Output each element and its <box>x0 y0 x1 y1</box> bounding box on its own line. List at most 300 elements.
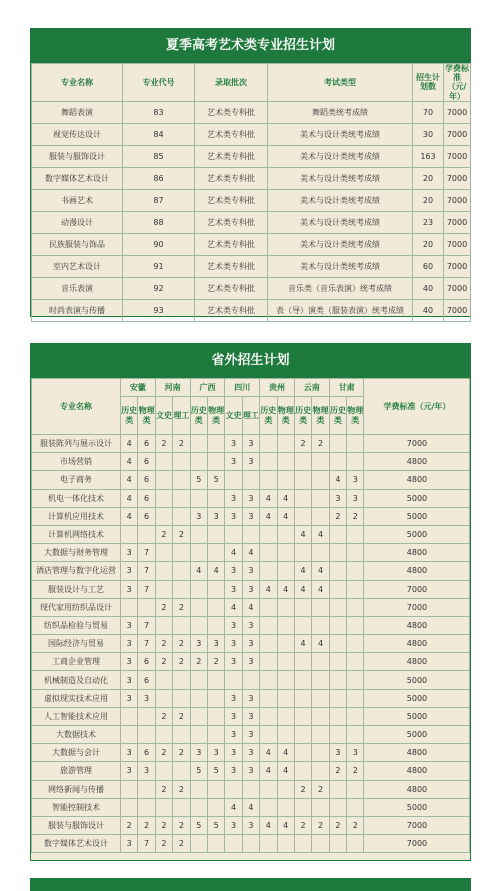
table-cell: 7 <box>138 580 155 598</box>
table-cell <box>312 507 329 525</box>
table-cell <box>260 726 277 744</box>
table-cell: 民族服装与饰品 <box>32 233 123 255</box>
table-cell <box>329 835 346 853</box>
table-cell <box>190 616 207 634</box>
table-cell <box>121 780 138 798</box>
table-row <box>32 671 470 689</box>
table-cell: 美术与设计类统考成绩 <box>268 145 413 167</box>
table-cell: 2 <box>294 435 311 453</box>
table-cell <box>260 835 277 853</box>
table-cell: 7000 <box>444 123 471 145</box>
table-cell: 3 <box>242 816 259 834</box>
table-cell <box>190 835 207 853</box>
table-cell <box>190 707 207 725</box>
table-cell <box>173 798 190 816</box>
table-cell <box>155 580 172 598</box>
table-cell: 2 <box>312 780 329 798</box>
header-row <box>32 64 471 102</box>
table-cell <box>294 762 311 780</box>
table-cell: 85 <box>123 145 195 167</box>
table-cell: 2 <box>173 816 190 834</box>
table-cell <box>242 525 259 543</box>
table-cell <box>260 525 277 543</box>
table-cell <box>312 671 329 689</box>
table-cell: 86 <box>123 167 195 189</box>
table-cell: 4800 <box>364 653 470 671</box>
table-row <box>32 816 470 834</box>
table-cell: 3 <box>225 707 242 725</box>
table-cell: 3 <box>242 635 259 653</box>
subcolumn-header: 历史类 <box>294 397 311 435</box>
table-cell: 6 <box>138 507 155 525</box>
table-row <box>32 744 470 762</box>
table-cell: 3 <box>242 616 259 634</box>
table-cell: 4 <box>260 489 277 507</box>
table-row <box>32 233 471 255</box>
table-row <box>32 101 471 123</box>
table-cell: 4 <box>260 580 277 598</box>
table-cell: 舞蹈类统考成绩 <box>268 101 413 123</box>
table-cell <box>312 689 329 707</box>
table-cell <box>207 835 224 853</box>
table-cell <box>329 598 346 616</box>
table-cell: 2 <box>173 707 190 725</box>
table-cell <box>225 471 242 489</box>
table-cell: 2 <box>347 816 364 834</box>
table-cell <box>242 671 259 689</box>
table-cell: 4 <box>277 816 294 834</box>
subcolumn-header: 历史类 <box>190 397 207 435</box>
table-row <box>32 525 470 543</box>
table-cell <box>260 707 277 725</box>
table-cell: 3 <box>329 489 346 507</box>
table-cell: 4 <box>277 762 294 780</box>
province-header: 四川 <box>225 379 260 397</box>
table-cell: 7000 <box>364 816 470 834</box>
table-cell <box>347 653 364 671</box>
table-cell: 艺术类专科批 <box>195 123 268 145</box>
table-cell: 4800 <box>364 562 470 580</box>
table-cell: 5 <box>190 471 207 489</box>
table-cell: 2 <box>155 780 172 798</box>
table-cell <box>260 471 277 489</box>
table-cell: 91 <box>123 255 195 277</box>
table-cell: 40 <box>413 277 444 299</box>
table-cell <box>329 635 346 653</box>
table-cell: 3 <box>225 744 242 762</box>
table-cell <box>190 489 207 507</box>
table-cell: 4 <box>207 562 224 580</box>
table-cell: 3 <box>121 762 138 780</box>
table-cell: 4800 <box>364 544 470 562</box>
table-cell: 音乐表演 <box>32 277 123 299</box>
table-cell <box>312 653 329 671</box>
table-cell: 5000 <box>364 489 470 507</box>
table-cell <box>121 525 138 543</box>
table-cell <box>207 707 224 725</box>
table-row <box>32 726 470 744</box>
column-header: 专业代号 <box>123 64 195 102</box>
table-cell: 4 <box>329 471 346 489</box>
table-cell: 3 <box>121 671 138 689</box>
table-row <box>32 255 471 277</box>
table-cell: 美术与设计类统考成绩 <box>268 211 413 233</box>
table-cell <box>242 835 259 853</box>
table-cell: 83 <box>123 101 195 123</box>
table-cell: 5000 <box>364 507 470 525</box>
table-cell: 3 <box>242 489 259 507</box>
table-cell <box>225 780 242 798</box>
province-header: 甘肃 <box>329 379 364 397</box>
table-cell <box>173 453 190 471</box>
table-cell: 艺术类专科批 <box>195 145 268 167</box>
table-cell: 4 <box>312 580 329 598</box>
table-cell: 3 <box>121 635 138 653</box>
table-row <box>32 489 470 507</box>
table-cell: 2 <box>294 780 311 798</box>
table-cell <box>277 798 294 816</box>
table-cell <box>312 489 329 507</box>
table-cell: 艺术类专科批 <box>195 189 268 211</box>
table-cell: 60 <box>413 255 444 277</box>
table-cell <box>277 562 294 580</box>
table-cell <box>207 671 224 689</box>
table-cell: 88 <box>123 211 195 233</box>
table-cell: 7 <box>138 835 155 853</box>
table-cell: 艺术类专科批 <box>195 255 268 277</box>
table-cell <box>155 544 172 562</box>
province-header: 贵州 <box>260 379 295 397</box>
table-row <box>32 562 470 580</box>
table-cell: 2 <box>173 780 190 798</box>
table-cell: 酒店管理与数字化运营 <box>32 562 121 580</box>
table-cell: 美术与设计类统考成绩 <box>268 233 413 255</box>
table-cell <box>347 798 364 816</box>
table-cell <box>225 525 242 543</box>
table-cell: 4 <box>312 635 329 653</box>
table-cell: 6 <box>138 489 155 507</box>
table-cell: 4 <box>277 489 294 507</box>
subcolumn-header: 物理类 <box>207 397 224 435</box>
table-cell: 纺织品检验与贸易 <box>32 616 121 634</box>
table-cell: 4 <box>277 744 294 762</box>
table-cell: 7000 <box>444 145 471 167</box>
table-row <box>32 835 470 853</box>
table-cell <box>138 598 155 616</box>
table-cell <box>173 671 190 689</box>
table-cell: 美术与设计类统考成绩 <box>268 167 413 189</box>
table-cell <box>294 798 311 816</box>
table-cell <box>190 780 207 798</box>
table-cell: 4800 <box>364 616 470 634</box>
table-cell: 6 <box>138 653 155 671</box>
table-cell <box>173 580 190 598</box>
table-cell: 2 <box>155 435 172 453</box>
table-cell: 4800 <box>364 453 470 471</box>
table-cell <box>329 798 346 816</box>
table-cell: 数字媒体艺术设计 <box>32 835 121 853</box>
table-cell <box>277 544 294 562</box>
table-cell: 4800 <box>364 762 470 780</box>
table-cell: 2 <box>347 507 364 525</box>
table-cell: 2 <box>294 816 311 834</box>
table-cell: 3 <box>242 580 259 598</box>
table-row <box>32 211 471 233</box>
table-cell <box>121 598 138 616</box>
table-cell <box>190 544 207 562</box>
table-cell: 2 <box>329 507 346 525</box>
table-cell <box>277 635 294 653</box>
table-cell: 4 <box>260 762 277 780</box>
table-cell <box>155 762 172 780</box>
table-cell: 3 <box>242 453 259 471</box>
table-cell: 市场营销 <box>32 453 121 471</box>
table-cell: 84 <box>123 123 195 145</box>
table-cell: 6 <box>138 453 155 471</box>
table-row <box>32 123 471 145</box>
table-cell <box>260 671 277 689</box>
subcolumn-header: 物理类 <box>138 397 155 435</box>
subcolumn-header: 理工 <box>242 397 259 435</box>
table-cell: 服装与服饰设计 <box>32 145 123 167</box>
table-cell: 大数据技术 <box>32 726 121 744</box>
table-cell <box>347 562 364 580</box>
table-cell <box>347 525 364 543</box>
table-cell <box>207 798 224 816</box>
table-cell: 3 <box>190 744 207 762</box>
table-cell: 机械制造及自动化 <box>32 671 121 689</box>
table-cell <box>312 726 329 744</box>
table-cell: 4 <box>121 507 138 525</box>
table-cell <box>347 453 364 471</box>
table-cell: 工商企业管理 <box>32 653 121 671</box>
table-cell: 5 <box>190 816 207 834</box>
table-cell <box>260 635 277 653</box>
table-cell: 时尚表演与传播 <box>32 299 123 321</box>
table-cell: 3 <box>242 653 259 671</box>
table-cell: 3 <box>225 616 242 634</box>
subcolumn-header: 文史 <box>155 397 172 435</box>
table-cell: 4 <box>225 598 242 616</box>
table-cell: 3 <box>242 707 259 725</box>
table-cell: 4 <box>294 525 311 543</box>
table-cell: 3 <box>329 744 346 762</box>
table-cell <box>294 453 311 471</box>
table-cell <box>347 671 364 689</box>
table-cell <box>294 707 311 725</box>
table-cell <box>190 525 207 543</box>
table-cell: 7000 <box>444 255 471 277</box>
table-cell: 3 <box>207 635 224 653</box>
table-cell: 4 <box>121 435 138 453</box>
table-cell: 大数据与会计 <box>32 744 121 762</box>
table-cell <box>207 726 224 744</box>
table-cell <box>294 544 311 562</box>
table-cell: 网络新闻与传播 <box>32 780 121 798</box>
table-cell: 人工智能技术应用 <box>32 707 121 725</box>
table-cell <box>207 780 224 798</box>
table-cell <box>207 435 224 453</box>
table-row <box>32 653 470 671</box>
table-cell <box>190 726 207 744</box>
table-cell <box>329 616 346 634</box>
table-cell <box>329 453 346 471</box>
table-cell: 90 <box>123 233 195 255</box>
table-cell: 93 <box>123 299 195 321</box>
table-cell: 7000 <box>444 211 471 233</box>
column-header: 录取批次 <box>195 64 268 102</box>
table-cell <box>294 653 311 671</box>
table-cell <box>260 653 277 671</box>
table-cell <box>312 544 329 562</box>
table-cell: 7000 <box>444 299 471 321</box>
table-cell <box>225 835 242 853</box>
table-cell: 3 <box>242 507 259 525</box>
table-cell <box>207 544 224 562</box>
table-cell: 4 <box>121 453 138 471</box>
table-cell <box>121 798 138 816</box>
table-cell: 3 <box>225 489 242 507</box>
table-cell: 2 <box>138 816 155 834</box>
table-cell: 5000 <box>364 525 470 543</box>
table-cell: 7 <box>138 635 155 653</box>
table-row <box>32 277 471 299</box>
table-cell: 3 <box>121 616 138 634</box>
table-cell <box>155 562 172 580</box>
table-cell <box>277 780 294 798</box>
table-cell: 3 <box>242 562 259 580</box>
table-cell: 3 <box>242 726 259 744</box>
table-cell: 70 <box>413 101 444 123</box>
table-cell <box>260 798 277 816</box>
table-cell <box>312 453 329 471</box>
table-cell <box>190 598 207 616</box>
table-cell: 艺术类专科批 <box>195 277 268 299</box>
province-header: 安徽 <box>121 379 156 397</box>
table-cell <box>277 671 294 689</box>
table-cell: 2 <box>155 653 172 671</box>
table-cell: 表（导）演类（服装表演）统考成绩 <box>268 299 413 321</box>
table-cell: 2 <box>173 653 190 671</box>
table-cell: 美术与设计类统考成绩 <box>268 255 413 277</box>
table-cell <box>225 671 242 689</box>
table-row <box>32 167 471 189</box>
table-cell: 2 <box>155 744 172 762</box>
table-cell <box>329 544 346 562</box>
table-cell <box>294 689 311 707</box>
table-cell <box>277 726 294 744</box>
province-header: 广西 <box>190 379 225 397</box>
province-header: 河南 <box>155 379 190 397</box>
table-cell <box>277 453 294 471</box>
table-cell: 2 <box>173 525 190 543</box>
table-cell <box>294 616 311 634</box>
table-row <box>32 707 470 725</box>
table-cell <box>277 653 294 671</box>
table-cell <box>190 453 207 471</box>
table-cell: 4 <box>260 816 277 834</box>
table-cell: 5000 <box>364 689 470 707</box>
table-cell: 5 <box>207 816 224 834</box>
table-cell <box>190 689 207 707</box>
table-cell <box>329 726 346 744</box>
table-row <box>32 145 471 167</box>
table-cell <box>190 435 207 453</box>
table-cell <box>155 616 172 634</box>
table-cell: 4 <box>242 598 259 616</box>
table-cell <box>138 726 155 744</box>
table-cell: 2 <box>173 835 190 853</box>
table-cell <box>329 689 346 707</box>
table-cell: 服装陈列与展示设计 <box>32 435 121 453</box>
out-of-province-table <box>31 378 470 853</box>
table-cell <box>173 616 190 634</box>
table-cell: 20 <box>413 189 444 211</box>
table-cell: 7000 <box>444 233 471 255</box>
table-cell <box>260 435 277 453</box>
table-cell <box>277 435 294 453</box>
table-cell <box>294 489 311 507</box>
subcolumn-header: 理工 <box>173 397 190 435</box>
table-cell: 5000 <box>364 707 470 725</box>
table-row <box>32 544 470 562</box>
table-cell <box>260 562 277 580</box>
table-cell: 2 <box>155 835 172 853</box>
table-cell <box>260 689 277 707</box>
table-cell <box>260 616 277 634</box>
table-row <box>32 762 470 780</box>
table-cell: 6 <box>138 744 155 762</box>
table-cell: 7 <box>138 544 155 562</box>
table-cell: 5000 <box>364 726 470 744</box>
table-cell: 4 <box>190 562 207 580</box>
table-cell: 4 <box>260 744 277 762</box>
table-cell <box>155 507 172 525</box>
table-cell: 23 <box>413 211 444 233</box>
table-cell: 20 <box>413 167 444 189</box>
table-cell: 3 <box>121 580 138 598</box>
table-cell: 艺术类专科批 <box>195 299 268 321</box>
table-cell: 40 <box>413 299 444 321</box>
table-cell: 4 <box>294 580 311 598</box>
table-cell: 4800 <box>364 471 470 489</box>
table-row <box>32 435 470 453</box>
table-cell: 3 <box>121 689 138 707</box>
table-cell: 服装设计与工艺 <box>32 580 121 598</box>
table-cell: 7000 <box>444 189 471 211</box>
table-cell: 6 <box>138 471 155 489</box>
table-cell: 4 <box>312 525 329 543</box>
table-cell <box>347 689 364 707</box>
table-cell <box>329 780 346 798</box>
table-cell: 7000 <box>444 101 471 123</box>
table-cell: 美术与设计类统考成绩 <box>268 123 413 145</box>
table-cell: 4 <box>312 562 329 580</box>
table-cell: 3 <box>225 653 242 671</box>
table-cell: 3 <box>225 580 242 598</box>
table-cell: 6 <box>138 671 155 689</box>
table-cell: 7000 <box>444 167 471 189</box>
table-cell: 机电一体化技术 <box>32 489 121 507</box>
table-cell <box>207 580 224 598</box>
table-cell: 书画艺术 <box>32 189 123 211</box>
table-cell <box>121 707 138 725</box>
table-cell <box>173 562 190 580</box>
table-cell: 2 <box>121 816 138 834</box>
table-cell: 7000 <box>364 580 470 598</box>
table-cell: 现代家用纺织品设计 <box>32 598 121 616</box>
table-cell: 数字媒体艺术设计 <box>32 167 123 189</box>
